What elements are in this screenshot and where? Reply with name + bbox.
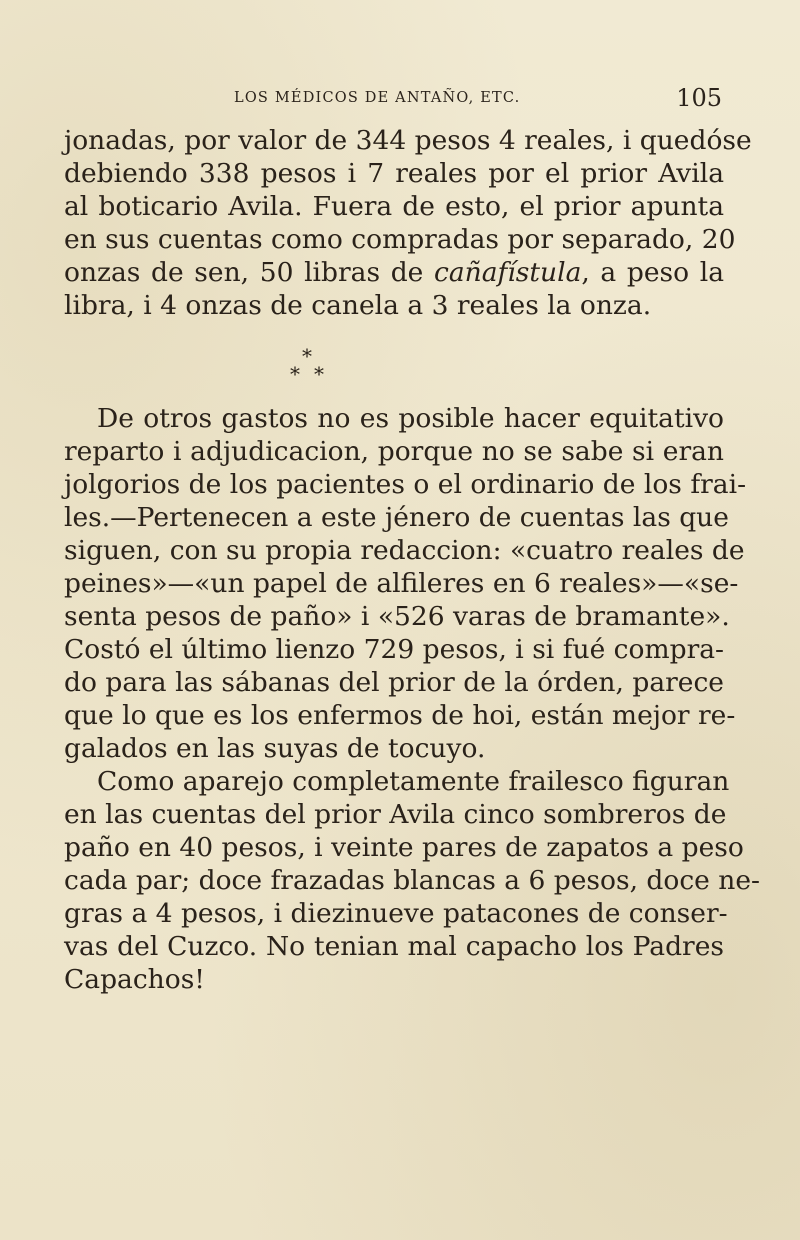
- italic-term: cañafístula: [433, 257, 582, 288]
- text-line: senta pesos de paño» i «526 varas de bramante».: [64, 601, 730, 632]
- text-line: gras a 4 pesos, i diezinueve patacones de conser-: [64, 898, 728, 929]
- paragraph-3: [64, 765, 760, 996]
- text-line: libra, i 4 onzas de canela a 3 reales la onza.: [64, 290, 652, 321]
- text-line: debiendo 338 pesos i 7 reales por el prior Avila: [64, 158, 724, 189]
- text-line: Capachos!: [64, 964, 205, 995]
- text-line: jolgorios de los pacientes o el ordinario de los frai-: [64, 469, 747, 500]
- text-line: jonadas, por valor de 344 pesos 4 reales, i quedóse: [64, 125, 752, 156]
- text-line: peines»—«un papel de alfileres en 6 reales»—«se-: [64, 568, 739, 599]
- text-line: en sus cuentas como compradas por separado, 20: [64, 224, 736, 255]
- body-text: [64, 124, 760, 996]
- text-fragment: , a peso la: [581, 257, 724, 288]
- running-title: LOS MÉDICOS DE ANTAÑO, ETC.: [234, 90, 521, 106]
- asterisk-icon: *: [290, 362, 300, 386]
- text-fragment: onzas de sen, 50 libras de: [64, 257, 434, 288]
- text-line: en las cuentas del prior Avila cinco sombreros de: [64, 799, 727, 830]
- text-line: Costó el último lienzo 729 pesos, i si fué compra-: [64, 634, 724, 665]
- running-head: [64, 86, 724, 114]
- text-line: De otros gastos no es posible hacer equitativo: [97, 403, 724, 434]
- text-line: vas del Cuzco. No tenian mal capacho los Padres: [64, 931, 724, 962]
- text-line: do para las sábanas del prior de la órden, parece: [64, 667, 724, 698]
- text-line: reparto i adjudicacion, porque no se sabe si eran: [64, 436, 724, 467]
- paragraph-1: [64, 124, 752, 322]
- text-line: siguen, con su propia redaccion: «cuatro reales de: [64, 535, 745, 566]
- text-line: galados en las suyas de tocuyo.: [64, 733, 486, 764]
- asterism-divider: [64, 328, 724, 398]
- text-line: paño en 40 pesos, i veinte pares de zapatos a peso: [64, 832, 744, 863]
- asterisk-icon: *: [314, 362, 324, 386]
- page-number: 105: [676, 84, 722, 112]
- paragraph-2: [64, 402, 747, 765]
- text-line: les.—Pertenecen a este jénero de cuentas las que: [64, 502, 729, 533]
- asterisk-icon: *: [302, 344, 312, 368]
- text-line: cada par; doce frazadas blancas a 6 pesos, doce ne-: [64, 865, 760, 896]
- text-line: [64, 256, 724, 289]
- text-line: al boticario Avila. Fuera de esto, el prior apunta: [64, 191, 724, 222]
- text-line: que lo que es los enfermos de hoi, están mejor re-: [64, 700, 736, 731]
- text-line: Como aparejo completamente frailesco figuran: [97, 766, 730, 797]
